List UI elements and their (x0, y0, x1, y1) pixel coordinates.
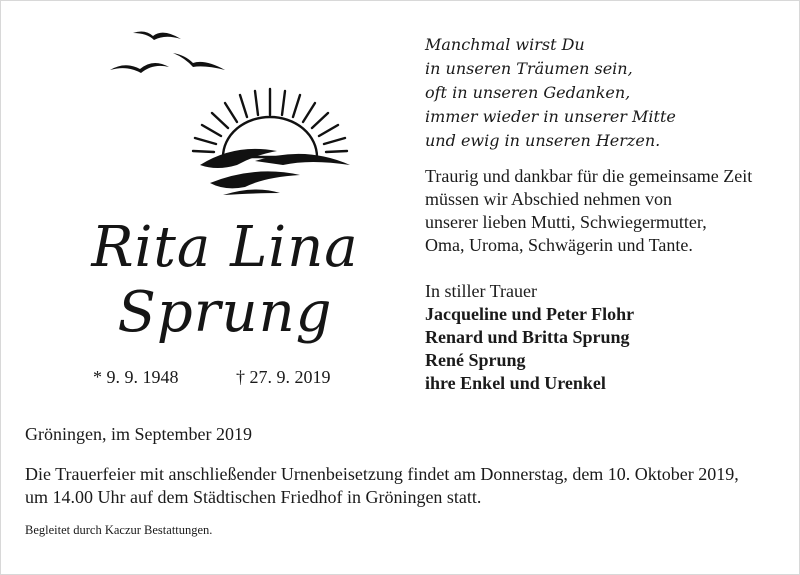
poem-line: und ewig in unseren Herzen. (425, 131, 661, 150)
place-and-date: Gröningen, im September 2019 (25, 424, 252, 444)
deceased-first-names: Rita Lina (91, 215, 359, 280)
poem-line: oft in unseren Gedanken, (425, 83, 631, 102)
funeral-details (25, 463, 795, 509)
funeral-line: Die Trauerfeier mit anschließender Urnenbeisetzung findet am Donnerstag, dem 10. Oktober 2019, (25, 464, 739, 484)
notice-line: Oma, Uroma, Schwägerin und Tante. (425, 235, 693, 255)
birds-icon (110, 32, 225, 73)
deceased-surname: Sprung (117, 280, 333, 345)
undertaker-credit: Begleitet durch Kaczur Bestattungen. (25, 523, 213, 537)
poem-line: Manchmal wirst Du (425, 35, 585, 54)
notice-line: unserer lieben Mutti, Schwiegermutter, (425, 212, 707, 232)
notice-line: müssen wir Abschied nehmen von (425, 189, 672, 209)
sunset-birds-icon (105, 25, 355, 200)
memorial-poem (425, 33, 785, 153)
birth-date: * 9. 9. 1948 (93, 367, 179, 387)
mourners-intro: In stiller Trauer (425, 281, 537, 301)
mourner-name: Renard und Britta Sprung (425, 327, 630, 347)
notice-line: Traurig und dankbar für die gemeinsame Zeit (425, 166, 753, 186)
poem-line: immer wieder in unserer Mitte (425, 107, 676, 126)
funeral-line: um 14.00 Uhr auf dem Städtischen Friedhof in Gröningen statt. (25, 487, 482, 507)
hills-icon (200, 149, 350, 195)
mourners-list (425, 280, 795, 395)
farewell-text (425, 165, 795, 257)
poem-line: in unseren Träumen sein, (425, 59, 633, 78)
mourner-name: René Sprung (425, 350, 526, 370)
mourner-name: ihre Enkel und Urenkel (425, 373, 606, 393)
sun-rays-icon (193, 89, 347, 152)
death-date: † 27. 9. 2019 (236, 367, 331, 387)
mourner-name: Jacqueline und Peter Flohr (425, 304, 635, 324)
